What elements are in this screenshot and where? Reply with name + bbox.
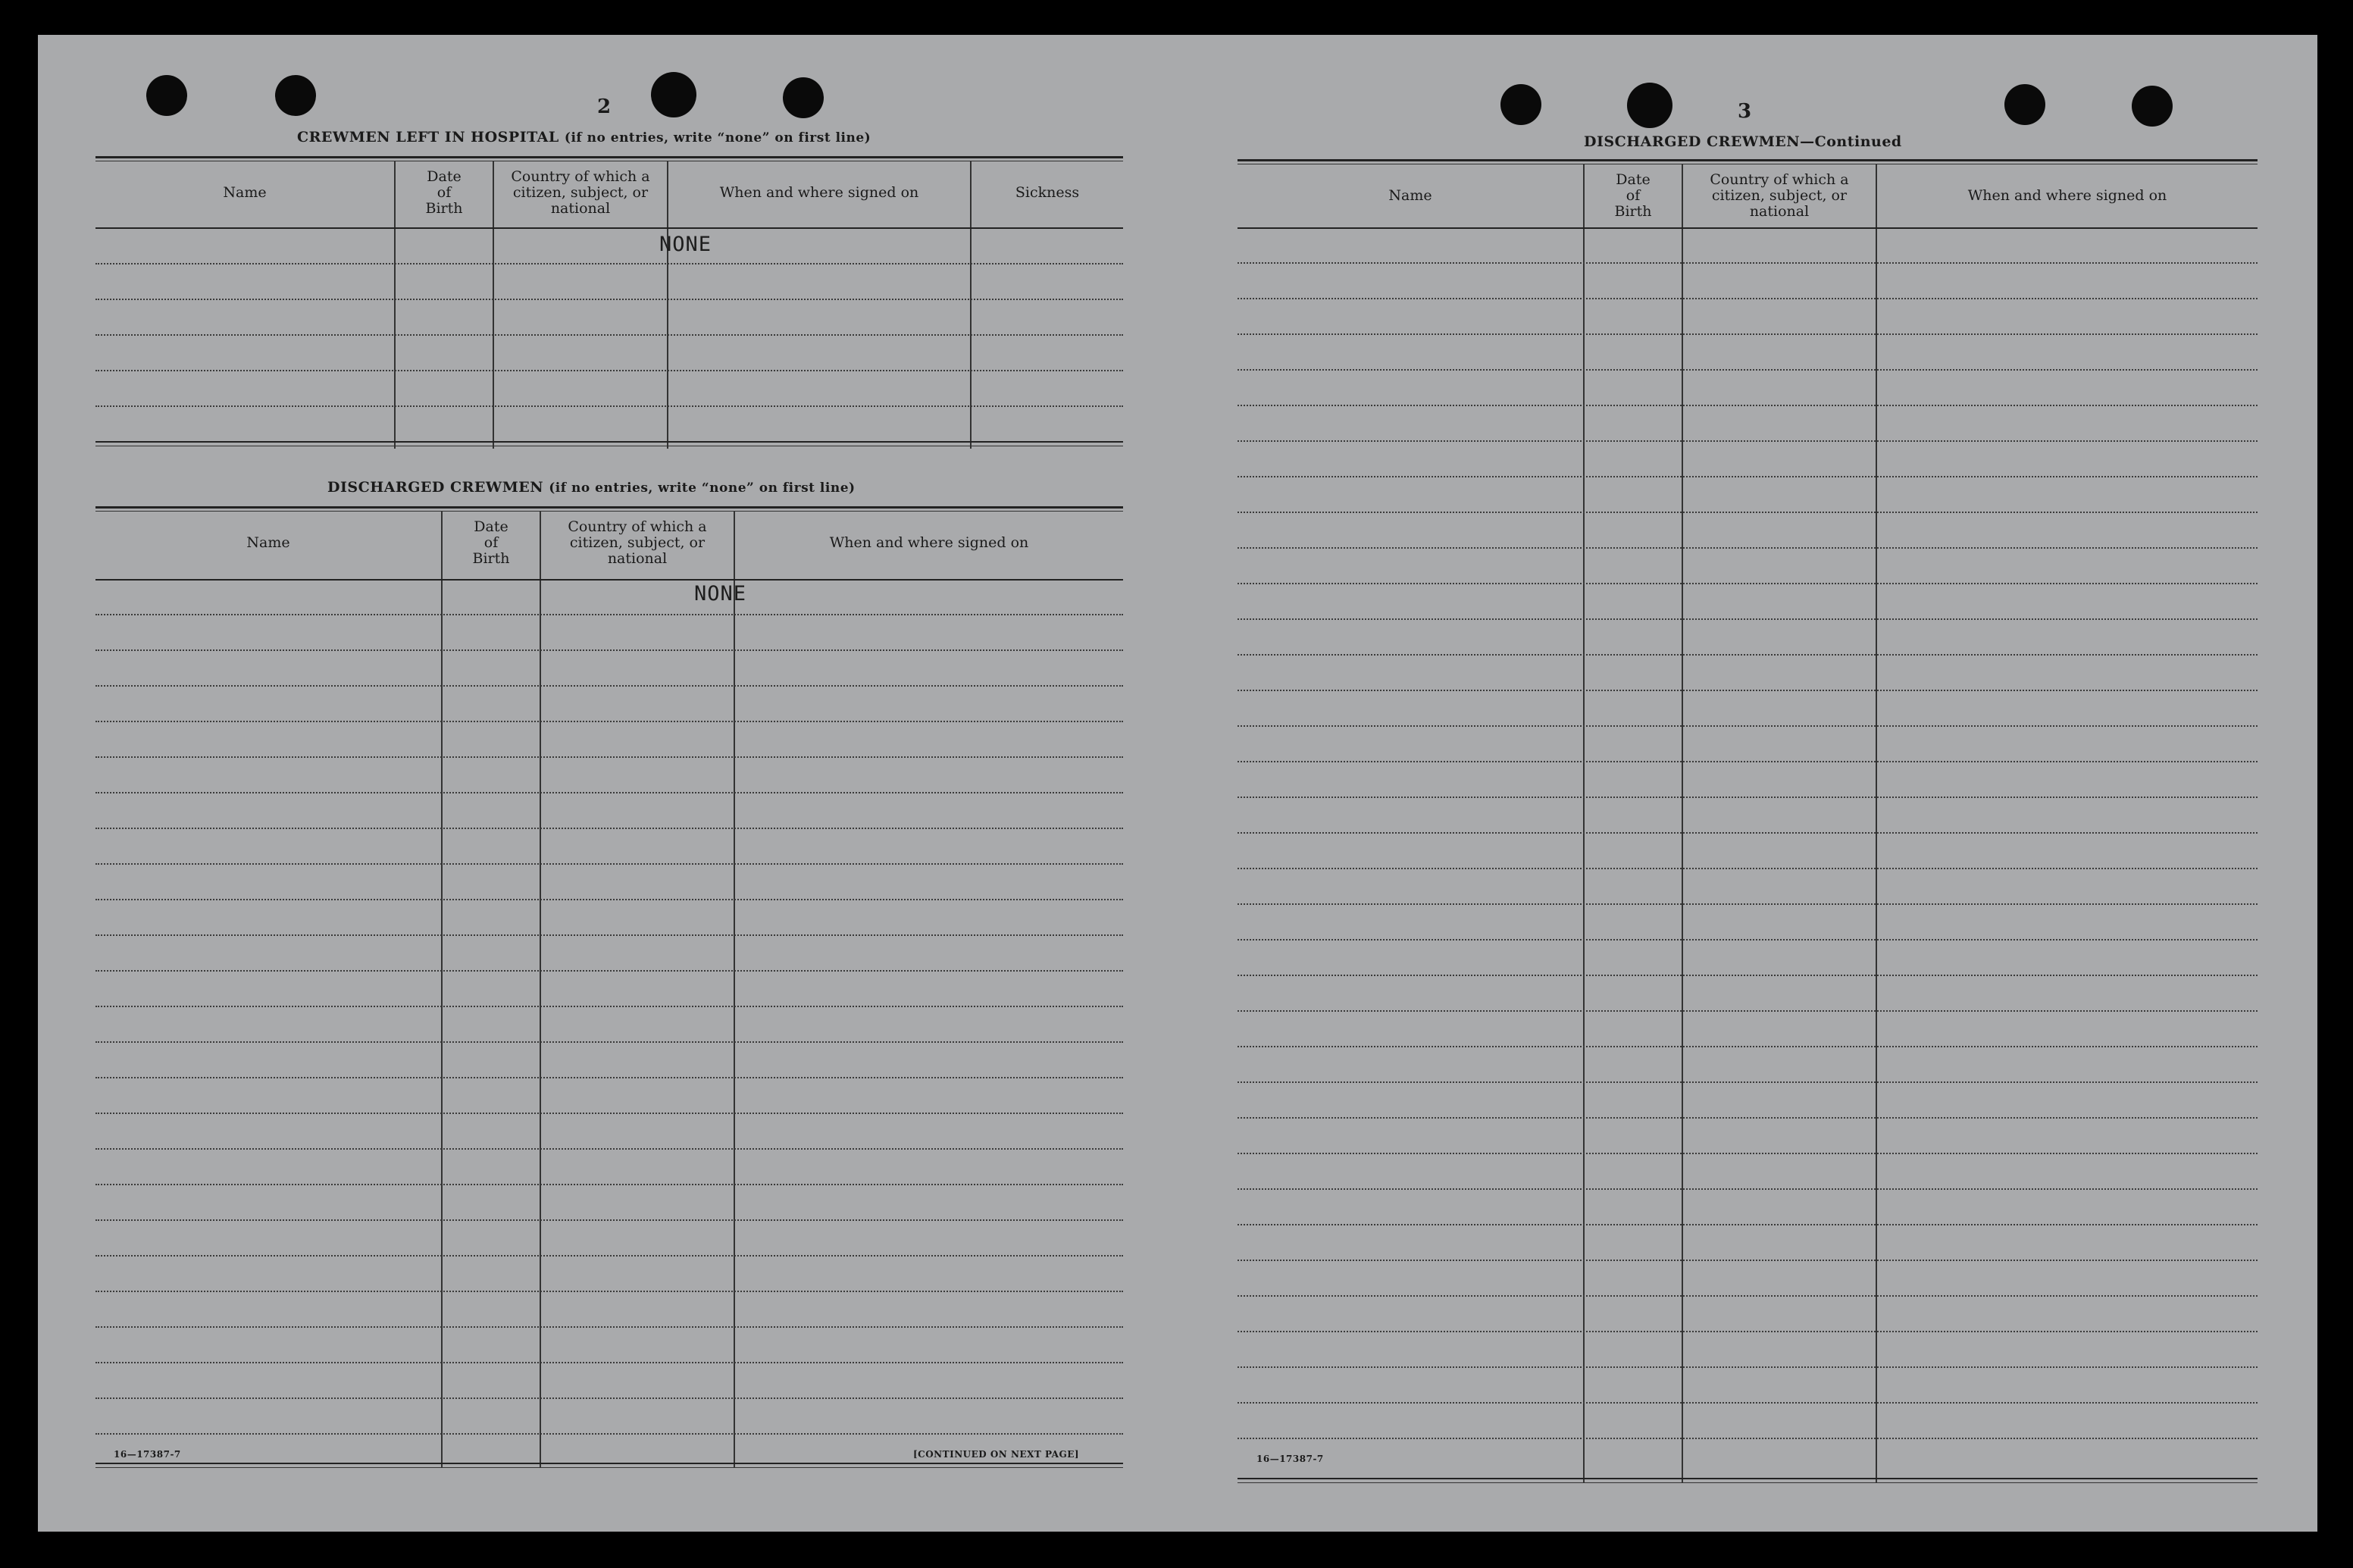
hospital-col-signed-on: When and where signed on <box>719 183 919 201</box>
hospital-col-country: Country of which a citizen, subject, or national <box>511 167 650 217</box>
discharged-section-title <box>327 479 856 496</box>
hospital-table <box>95 156 1123 453</box>
continued-col-country: Country of which a citizen, subject, or national <box>1710 171 1849 220</box>
punch-hole <box>275 75 316 116</box>
punch-hole <box>146 75 187 116</box>
discharged-title-text: DISCHARGED CREWMEN <box>327 479 544 496</box>
discharged-table <box>95 506 1123 1476</box>
hospital-section-title <box>297 129 871 146</box>
discharged-col-country: Country of which a citizen, subject, or national <box>568 518 707 567</box>
hospital-title-text: CREWMEN LEFT IN HOSPITAL <box>297 129 559 146</box>
discharged-col-date-of-birth: Date of Birth <box>472 518 510 567</box>
discharged-continued-table <box>1238 159 2258 1487</box>
form-number-left: 16—17387-7 <box>114 1449 181 1460</box>
punch-hole <box>2132 86 2173 127</box>
discharged-none-entry: NONE <box>694 582 747 606</box>
discharged-col-name: Name <box>246 534 290 551</box>
hospital-none-entry: NONE <box>659 233 712 256</box>
page-number-left: 2 <box>597 95 612 118</box>
form-number-right: 16—17387-7 <box>1256 1454 1324 1464</box>
discharged-instruction: (if no entries, write “none” on first line) <box>549 480 856 496</box>
continued-section-title: DISCHARGED CREWMEN—Continued <box>1584 133 1902 150</box>
hospital-col-date-of-birth: Date of Birth <box>425 167 463 217</box>
punch-hole <box>1500 84 1541 125</box>
punch-hole <box>2004 84 2045 125</box>
continued-col-signed-on: When and where signed on <box>1967 186 2167 204</box>
document-sheet <box>38 35 2317 1532</box>
continued-col-name: Name <box>1388 186 1432 204</box>
continued-col-date-of-birth: Date of Birth <box>1614 171 1652 220</box>
hospital-col-name: Name <box>223 183 267 201</box>
hospital-col-sickness: Sickness <box>1015 183 1080 201</box>
hospital-instruction: (if no entries, write “none” on first line) <box>564 130 871 146</box>
page-number-right: 3 <box>1738 100 1752 123</box>
punch-hole <box>1627 83 1672 128</box>
punch-hole <box>783 77 824 118</box>
discharged-col-signed-on: When and where signed on <box>829 534 1029 551</box>
continued-note: [CONTINUED ON NEXT PAGE] <box>913 1449 1080 1460</box>
punch-hole <box>651 72 696 117</box>
